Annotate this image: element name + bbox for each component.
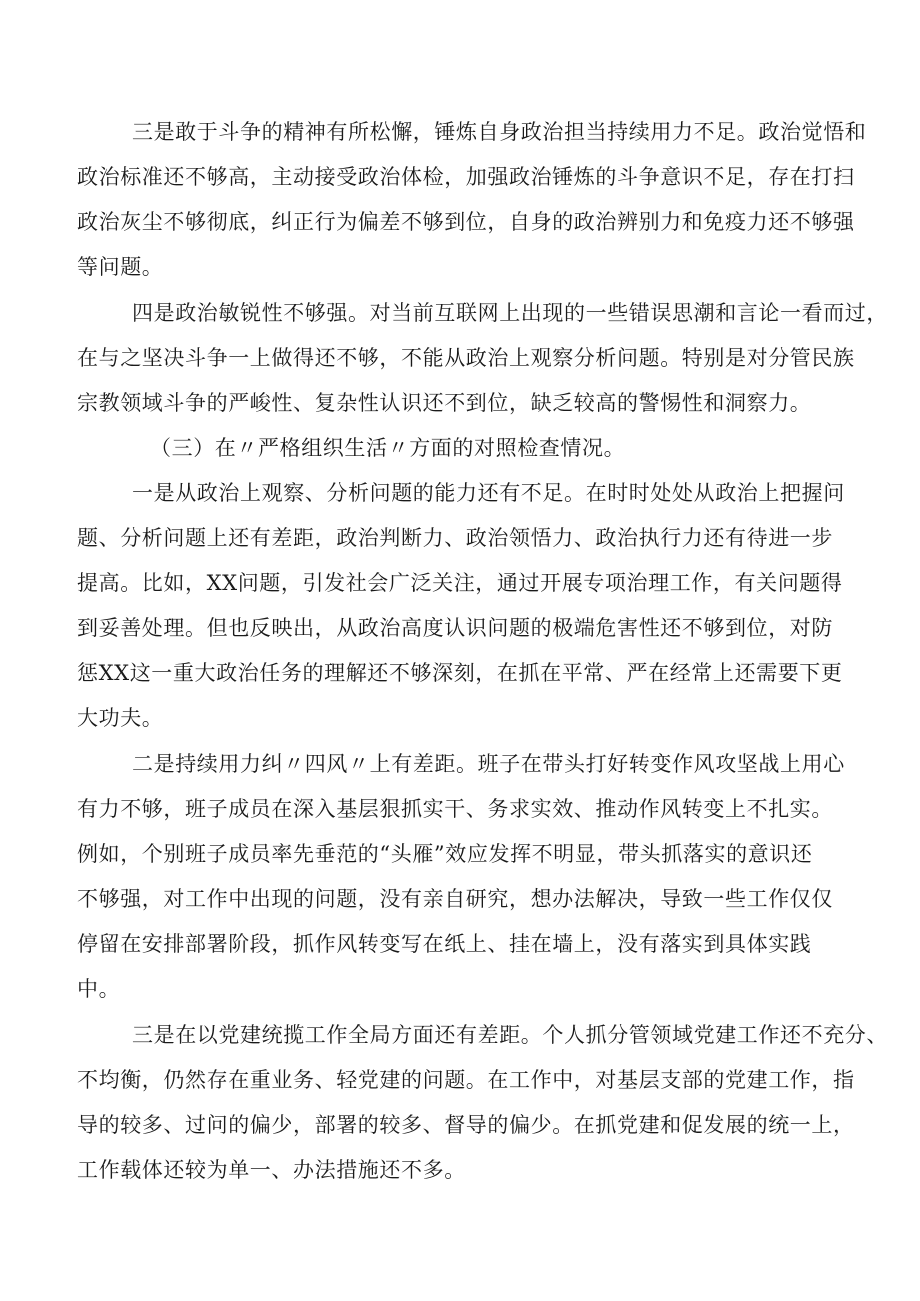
text-line: 题、分析问题上还有差距，政治判断力、政治领悟力、政治执行力还有待进一步 — [77, 526, 833, 550]
text-line: 不均衡，仍然存在重业务、轻党建的问题。在工作中，对基层支部的党建工作，指 — [77, 1068, 855, 1092]
text-line: 有力不够，班子成员在深入基层狠抓实干、务求实效、推动作风转变上不扎实。 — [77, 797, 833, 821]
text-line: 二是持续用力纠〃四风〃上有差距。班子在带头打好转变作风攻坚战上用心 — [132, 752, 845, 776]
text-line: 等问题。 — [77, 255, 164, 279]
text-line: 一是从政治上观察、分析问题的能力还有不足。在时时处处从政治上把握问 — [132, 481, 845, 505]
text-line: 不够强，对工作中出现的问题，没有亲自研究，想办法解决，导致一些工作仅仅 — [77, 887, 833, 911]
text-line: 在与之坚决斗争一上做得还不够，不能从政治上观察分析问题。特别是对分管民族 — [77, 346, 855, 370]
text-line: 政治灰尘不够彻底，纠正行为偏差不够到位，自身的政治辨别力和免疫力还不够强 — [77, 210, 855, 234]
text-line: 提高。比如，XX问题，引发社会广泛关注，通过开展专项治理工作，有关问题得 — [77, 571, 843, 595]
heading-text: （三）在〃严格组织生活〃方面的对照检查情况。 — [150, 436, 626, 460]
text-line: 到妥善处理。但也反映出，从政治高度认识问题的极端危害性还不够到位，对防 — [77, 616, 833, 640]
text-line: 惩XX这一重大政治任务的理解还不够深刻，在抓在平常、严在经常上还需要下更 — [77, 661, 843, 685]
text-line: 三是敢于斗争的精神有所松懈，锤炼自身政治担当持续用力不足。政治觉悟和 — [132, 120, 867, 144]
text-line: 导的较多、过问的偏少，部署的较多、督导的偏少。在抓党建和促发展的统一上， — [77, 1113, 855, 1137]
text-line: 工作载体还较为单一、办法措施还不多。 — [77, 1158, 466, 1182]
text-line: 中。 — [77, 977, 121, 1001]
text-line: 宗教领域斗争的严峻性、复杂性认识还不到位，缺乏较高的警惕性和洞察力。 — [77, 391, 812, 415]
text-line: 停留在安排部署阶段，抓作风转变写在纸上、挂在墙上，没有落实到具体实践 — [77, 932, 812, 956]
text-line: 四是政治敏锐性不够强。对当前互联网上出现的一些错误思潮和言论一看而过， — [132, 301, 888, 325]
text-line: 大功夫。 — [77, 706, 164, 730]
text-line: 三是在以党建统揽工作全局方面还有差距。个人抓分管领域党建工作还不充分、 — [132, 1023, 888, 1047]
text-line: 例如，个别班子成员率先垂范的“头雁”效应发挥不明显，带头抓落实的意识还 — [77, 842, 813, 866]
text-line: 政治标准还不够高，主动接受政治体检，加强政治锤炼的斗争意识不足，存在打扫 — [77, 165, 855, 189]
